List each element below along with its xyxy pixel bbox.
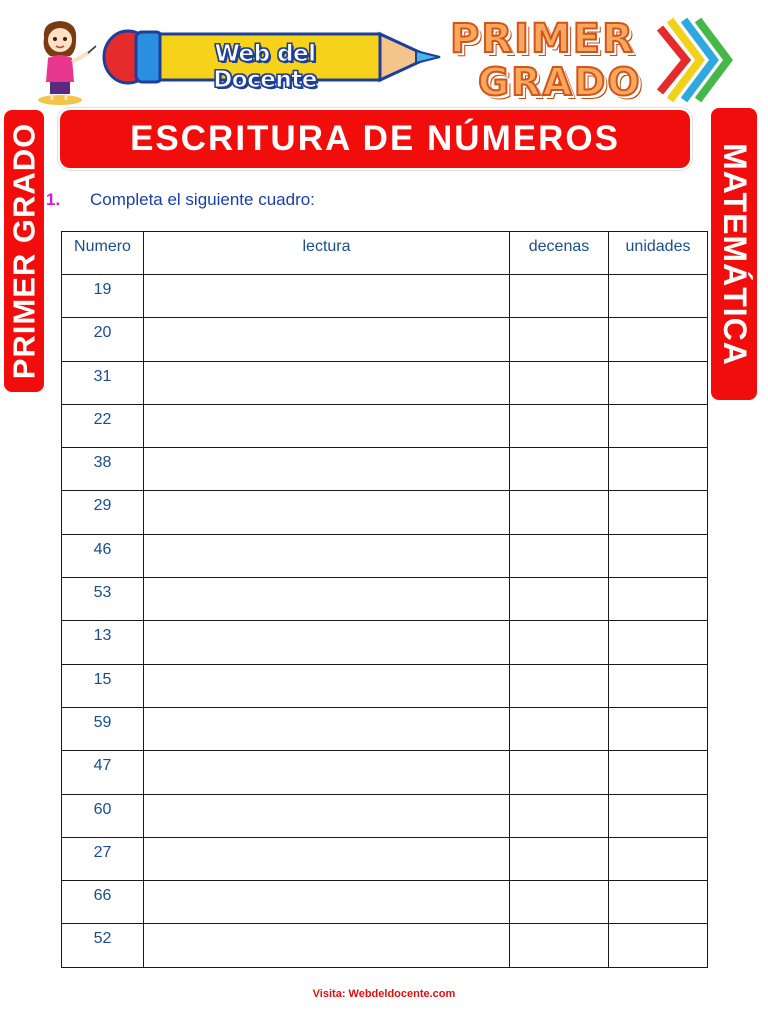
number-cell: 53: [62, 578, 144, 621]
tens-answer-cell[interactable]: [510, 664, 609, 707]
footer-link[interactable]: Visita: Webdeldocente.com: [312, 988, 456, 1000]
reading-answer-cell[interactable]: [144, 881, 510, 924]
table-row: [62, 751, 708, 794]
units-answer-cell[interactable]: [609, 404, 708, 447]
worksheet-table: [61, 231, 708, 968]
reading-answer-cell[interactable]: [144, 924, 510, 967]
tens-answer-cell[interactable]: [510, 751, 609, 794]
units-answer-cell[interactable]: [609, 924, 708, 967]
units-answer-cell[interactable]: [609, 318, 708, 361]
number-cell: 52: [62, 924, 144, 967]
reading-answer-cell[interactable]: [144, 707, 510, 750]
units-answer-cell[interactable]: [609, 621, 708, 664]
reading-answer-cell[interactable]: [144, 404, 510, 447]
units-answer-cell[interactable]: [609, 448, 708, 491]
table-row: [62, 448, 708, 491]
tens-answer-cell[interactable]: [510, 275, 609, 318]
tens-answer-cell[interactable]: [510, 404, 609, 447]
table-row: [62, 664, 708, 707]
tens-answer-cell[interactable]: [510, 534, 609, 577]
side-tab-grade-label: PRIMER GRADO: [6, 122, 42, 380]
column-header-tens: decenas: [510, 232, 609, 275]
column-header-number: Numero: [62, 232, 144, 275]
question-text: Completa el siguiente cuadro:: [90, 190, 315, 209]
number-cell: 59: [62, 707, 144, 750]
number-cell: 60: [62, 794, 144, 837]
column-header-reading: lectura: [144, 232, 510, 275]
units-answer-cell[interactable]: [609, 794, 708, 837]
reading-answer-cell[interactable]: [144, 794, 510, 837]
table-row: [62, 621, 708, 664]
reading-answer-cell[interactable]: [144, 318, 510, 361]
number-cell: 47: [62, 751, 144, 794]
reading-answer-cell[interactable]: [144, 621, 510, 664]
units-answer-cell[interactable]: [609, 534, 708, 577]
reading-answer-cell[interactable]: [144, 664, 510, 707]
units-answer-cell[interactable]: [609, 751, 708, 794]
tens-answer-cell[interactable]: [510, 837, 609, 880]
reading-answer-cell[interactable]: [144, 751, 510, 794]
tens-answer-cell[interactable]: [510, 448, 609, 491]
number-cell: 22: [62, 404, 144, 447]
reading-answer-cell[interactable]: [144, 534, 510, 577]
number-cell: 46: [62, 534, 144, 577]
tens-answer-cell[interactable]: [510, 578, 609, 621]
number-cell: 27: [62, 837, 144, 880]
number-cell: 20: [62, 318, 144, 361]
number-cell: 19: [62, 275, 144, 318]
tens-answer-cell[interactable]: [510, 707, 609, 750]
table-row: [62, 404, 708, 447]
units-answer-cell[interactable]: [609, 275, 708, 318]
table-row: [62, 318, 708, 361]
number-cell: 13: [62, 621, 144, 664]
reading-answer-cell[interactable]: [144, 837, 510, 880]
number-cell: 15: [62, 664, 144, 707]
side-tab-grade: [4, 110, 44, 392]
side-tab-subject: [711, 108, 757, 400]
units-answer-cell[interactable]: [609, 707, 708, 750]
table-row: [62, 837, 708, 880]
reading-answer-cell[interactable]: [144, 578, 510, 621]
column-header-units: unidades: [609, 232, 708, 275]
side-tab-subject-label: MATEMÁTICA: [716, 142, 753, 366]
units-answer-cell[interactable]: [609, 837, 708, 880]
table-row: [62, 924, 708, 967]
number-cell: 66: [62, 881, 144, 924]
reading-answer-cell[interactable]: [144, 491, 510, 534]
table-header-row: [62, 232, 708, 275]
table-row: [62, 275, 708, 318]
question-number: 1.: [46, 190, 61, 209]
title-banner: [60, 110, 690, 168]
reading-answer-cell[interactable]: [144, 448, 510, 491]
tens-answer-cell[interactable]: [510, 491, 609, 534]
number-cell: 31: [62, 361, 144, 404]
number-cell: 29: [62, 491, 144, 534]
units-answer-cell[interactable]: [609, 881, 708, 924]
teacher-illustration: [30, 16, 100, 106]
units-answer-cell[interactable]: [609, 664, 708, 707]
tens-answer-cell[interactable]: [510, 794, 609, 837]
tens-answer-cell[interactable]: [510, 621, 609, 664]
table-row: [62, 707, 708, 750]
table-row: [62, 881, 708, 924]
table-row: [62, 794, 708, 837]
logo-text: Web del Docente: [213, 41, 317, 93]
reading-answer-cell[interactable]: [144, 275, 510, 318]
units-answer-cell[interactable]: [609, 578, 708, 621]
grade-logo-bottom: GRADO: [478, 60, 642, 104]
units-answer-cell[interactable]: [609, 491, 708, 534]
table-row: [62, 361, 708, 404]
page-title: ESCRITURA DE NÚMEROS: [130, 119, 620, 158]
reading-answer-cell[interactable]: [144, 361, 510, 404]
tens-answer-cell[interactable]: [510, 318, 609, 361]
units-answer-cell[interactable]: [609, 361, 708, 404]
table-row: [62, 534, 708, 577]
tens-answer-cell[interactable]: [510, 924, 609, 967]
grade-logo-top: PRIMER: [450, 16, 635, 62]
table-row: [62, 491, 708, 534]
instruction: [46, 188, 315, 212]
number-cell: 38: [62, 448, 144, 491]
tens-answer-cell[interactable]: [510, 361, 609, 404]
tens-answer-cell[interactable]: [510, 881, 609, 924]
table-row: [62, 578, 708, 621]
